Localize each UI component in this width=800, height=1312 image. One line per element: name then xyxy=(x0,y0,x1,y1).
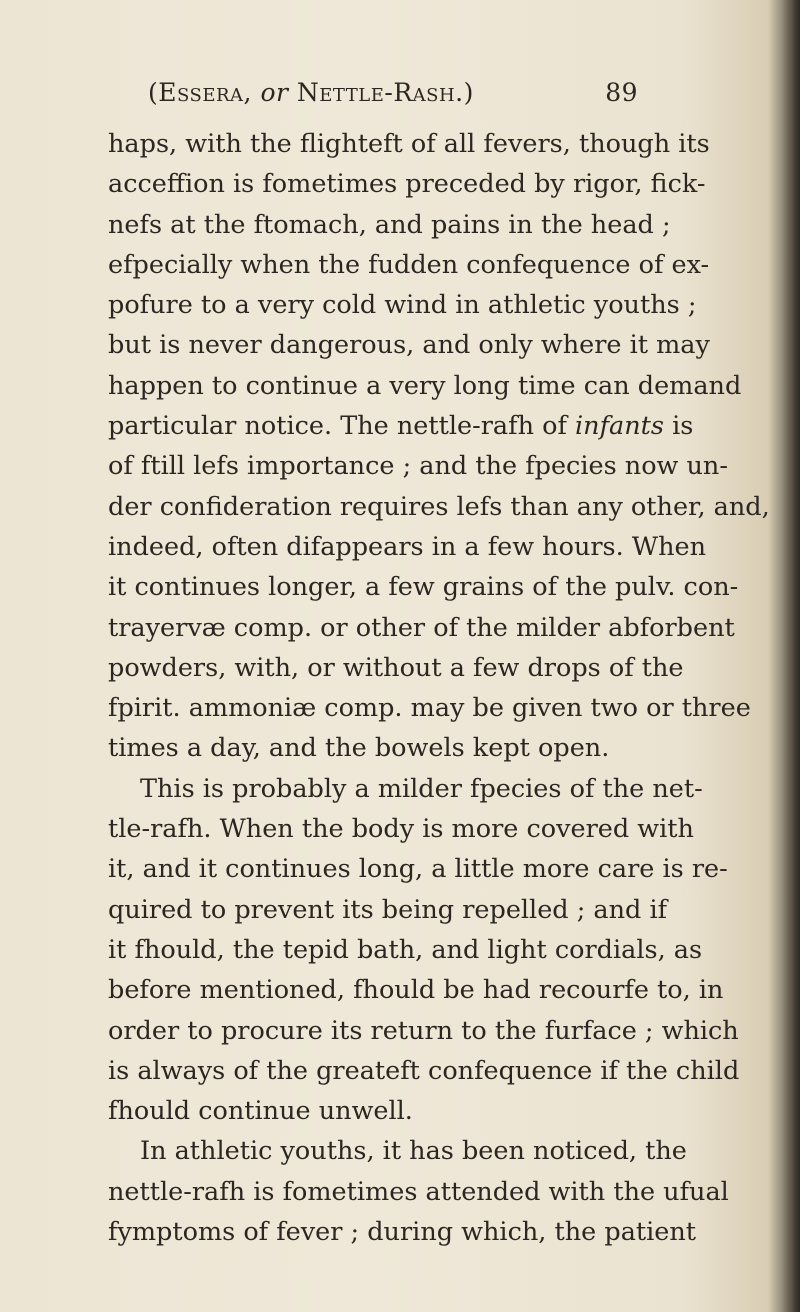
italic-word: infants xyxy=(575,411,664,442)
text-line: but is never dangerous, and only where it may xyxy=(108,330,710,361)
header-nettle-rash: Nettle-Rash.) xyxy=(296,78,474,107)
text-line: times a day, and the bowels kept open. xyxy=(108,733,610,764)
text-line: nettle-rafh is fometimes attended with the ufual xyxy=(108,1176,729,1207)
text-line: In athletic youths, it has been noticed, the xyxy=(140,1136,687,1167)
text-line: tle-rafh. When the body is more covered with xyxy=(108,814,694,845)
text-line: order to procure its return to the furface ; which xyxy=(108,1015,739,1046)
text-line: efpecially when the fudden confequence of ex- xyxy=(108,249,710,280)
text-line: der confideration requires lefs than any other, and, xyxy=(108,491,770,522)
text-line: fymptoms of fever ; during which, the patient xyxy=(108,1217,697,1248)
text-line-start: particular notice. The nettle-rafh of xyxy=(108,411,567,442)
text-line: haps, with the flighteft of all fevers, though its xyxy=(108,129,710,159)
text-line: is always of the greateft confequence if the child xyxy=(108,1055,740,1086)
running-title xyxy=(148,78,474,107)
text-line: it, and it continues long, a little more care is re- xyxy=(108,854,728,885)
text-line-end: is xyxy=(672,411,694,442)
running-header xyxy=(148,78,638,114)
text-line: fpirit. ammoniæ comp. may be given two or three xyxy=(108,693,751,724)
text-line: fhould continue unwell. xyxy=(108,1096,413,1127)
text-line: it fhould, the tepid bath, and light cordials, as xyxy=(108,934,703,965)
text-line: acceffion is fometimes preceded by rigor, fick- xyxy=(108,169,706,200)
header-open-paren: ( xyxy=(148,78,159,107)
body-text xyxy=(108,124,770,1252)
text-line: nefs at the ftomach, and pains in the head ; xyxy=(108,209,671,240)
text-line: before mentioned, fhould be had recourfe to, in xyxy=(108,975,724,1006)
text-line: happen to continue a very long time can demand xyxy=(108,370,742,401)
text-line: trayervæ comp. or other of the milder abforbent xyxy=(108,612,735,643)
text-line: of ftill lefs importance ; and the fpecies now un- xyxy=(108,451,728,482)
header-or: or xyxy=(260,78,289,107)
page-number: 89 xyxy=(605,78,638,107)
text-line: indeed, often difappears in a few hours. When xyxy=(108,531,707,562)
text-line: This is probably a milder fpecies of the net- xyxy=(140,773,703,804)
text-line: pofure to a very cold wind in athletic youths ; xyxy=(108,290,697,321)
text-line xyxy=(108,406,694,446)
text-line: powders, with, or without a few drops of the xyxy=(108,652,684,683)
text-line: quired to prevent its being repelled ; and if xyxy=(108,894,668,925)
page-edge-shadow xyxy=(782,0,800,1312)
header-essera: Essera, xyxy=(158,78,252,107)
text-line: it continues longer, a few grains of the pulv. con- xyxy=(108,572,739,603)
